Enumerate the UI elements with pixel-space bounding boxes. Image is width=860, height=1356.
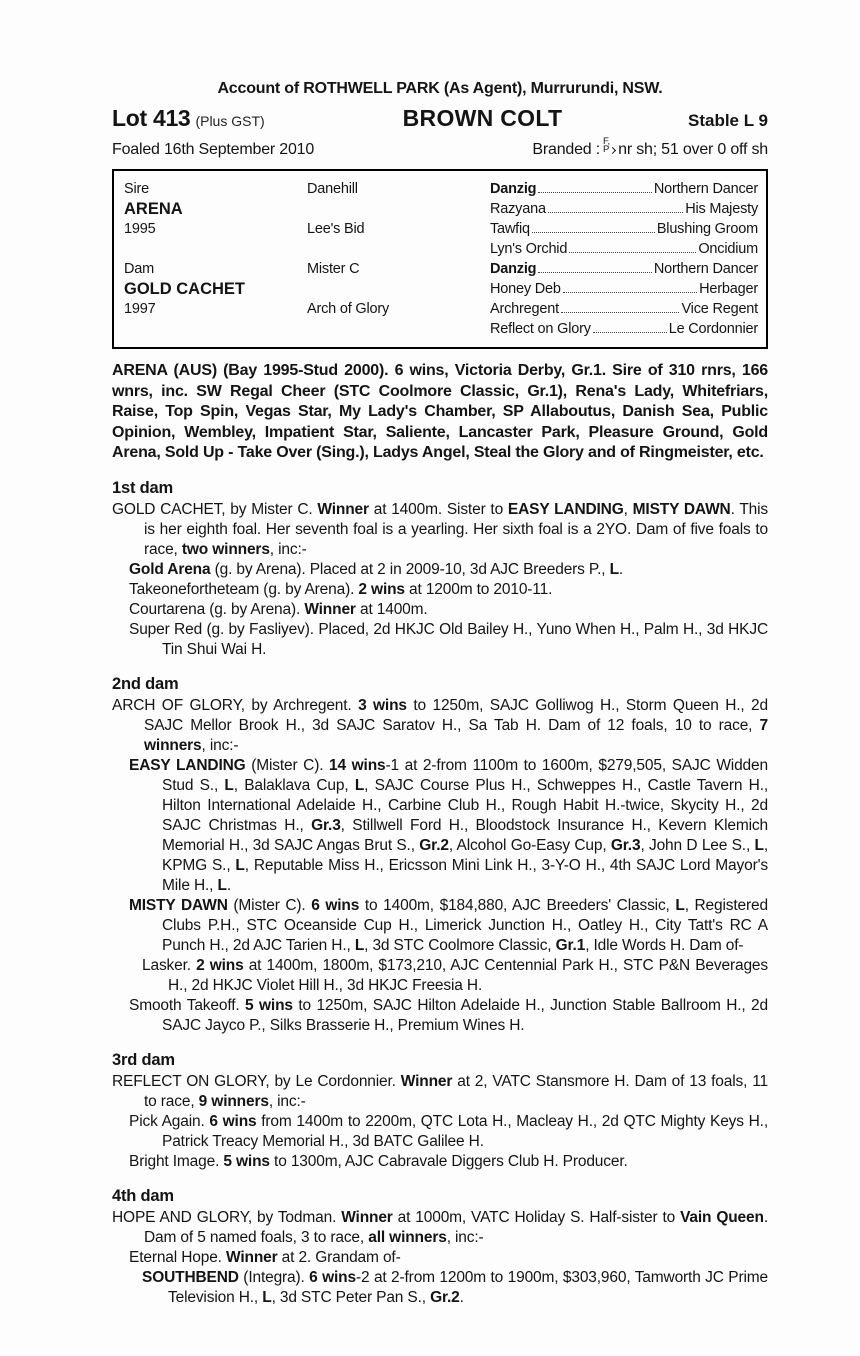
sire-dam: Lee's Bid [307,221,365,237]
horse-title: BROWN COLT [402,105,563,131]
progeny-entry: Eternal Hope. Winner at 2. Grandam of- [129,1248,401,1266]
account-line: Account of ROTHWELL PARK (As Agent), Murrurundi, NSW. [217,80,663,97]
brand-top-letter: F, [602,136,610,147]
section-heading-3rd-dam: 3rd dam [112,1050,175,1069]
lot-gst-note: (Plus GST) [195,113,265,129]
sire-role-label: Sire [124,181,149,197]
section-heading-1st-dam: 1st dam [112,478,173,497]
brand-icon [603,138,615,154]
progeny-entry: Super Red (g. by Fasliyev). Placed, 2d HKJC Old Bailey H., Yuno When H., Palm H., 3d HKJC Tin Shui Wai H. [129,620,768,658]
dam-description: ARCH OF GLORY, by Archregent. 3 wins to 1250m, SAJC Golliwog H., Storm Queen H., 2d SAJC Mellor Brook H., 3d SAJC Saratov H., Sa Tab H. Dam of 12 foals, 10 to race, 7 winners, inc:- [112,696,768,754]
ancestor-name: Lyn's Orchid [490,241,568,257]
dot-leader [563,292,697,293]
dot-leader [561,312,680,313]
dot-leader [538,192,651,193]
ancestor-name: Tawfiq [490,221,530,237]
ancestor-row [490,279,758,299]
dot-leader [538,272,651,273]
progeny-entry: Bright Image. 5 wins to 1300m, AJC Cabravale Diggers Club H. Producer. [129,1152,628,1170]
lot-left [112,105,307,132]
brand-flag-icon [609,146,616,153]
ancestor-name: Danzig [490,181,537,197]
ancestor-row [490,219,758,239]
branded-info [532,136,768,159]
dam-year: 1997 [124,301,156,317]
section-heading-4th-dam: 4th dam [112,1186,174,1205]
catalogue-page [112,0,768,1308]
ancestor-name: Honey Deb [490,281,561,297]
dam-description: GOLD CACHET, by Mister C. Winner at 1400m. Sister to EASY LANDING, MISTY DAWN. This is her eighth foal. Her seventh foal is a yearling. Her sixth foal is a 2YO. Dam of five foals to race, two winners, inc:- [112,500,768,558]
progeny-sub-entry: Lasker. 2 wins at 1400m, 1800m, $173,210, AJC Centennial Park H., STC P&N Beverages H., 2d HKJC Violet Hill H., 3d HKJC Freesia H. [142,956,768,994]
progeny-entry: EASY LANDING (Mister C). 14 wins-1 at 2-from 1100m to 1600m, $279,505, SAJC Widden Stud S., L, Balaklava Cup, L, SAJC Course Plus H., Schweppes H., Castle Tavern H., Hilton International Adelaide H., Carbine Club H., Rough Habit H.-twice, Skycity H., 2d SAJC Christmas H., Gr.3, Stillwell Ford H., Bloodstock Insurance H., Kevern Klemich Memorial H., 3d SAJC Angas Brut S., Gr.2, Alcohol Go-Easy Cup, Gr.3, John D Lee S., L, KPMG S., L, Reputable Miss H., Ericsson Mini Link H., 3-Y-O H., 4th SAJC Lord Mayor's Mile H., L. [129,756,769,894]
dot-leader [548,212,683,213]
brand-bottom-letter: P [603,146,615,154]
dot-leader [569,252,696,253]
foaled-branded-row [112,136,768,159]
dam-dam: Arch of Glory [307,301,390,317]
ancestor-parent: Vice Regent [681,301,758,317]
progeny-entry: Smooth Takeoff. 5 wins to 1250m, SAJC Hilton Adelaide H., Junction Stable Ballroom H., 2d SAJC Jayco P., Silks Brasserie H., Premium Wines H. [129,996,768,1034]
dam-description: HOPE AND GLORY, by Todman. Winner at 1000m, VATC Holiday S. Half-sister to Vain Queen. Dam of 5 named foals, 3 to race, all winners, inc:- [112,1208,768,1246]
ancestor-parent: His Majesty [685,201,758,217]
sire-year: 1995 [124,221,156,237]
ancestor-name: Archregent [490,301,559,317]
ancestor-row [490,179,758,199]
ancestor-row [490,259,758,279]
pedigree-table [112,169,768,349]
ancestor-parent: Northern Dancer [653,261,758,277]
ancestor-row [490,299,758,319]
ancestor-name: Danzig [490,261,537,277]
ancestor-parent: Oncidium [698,241,758,257]
branded-desc: nr sh; 51 over 0 off sh [618,141,768,158]
foaled-date: Foaled 16th September 2010 [112,141,315,158]
stable-number: Stable L 9 [688,111,768,130]
section-heading-2nd-dam: 2nd dam [112,674,179,693]
ancestor-name: Reflect on Glory [490,321,591,337]
dam-description: REFLECT ON GLORY, by Le Cordonnier. Winner at 2, VATC Stansmore H. Dam of 13 foals, 11 to race, 9 winners, inc:- [112,1072,768,1110]
lot-number: Lot 413 [112,105,191,131]
progeny-sub-entry: SOUTHBEND (Integra). 6 wins-2 at 2-from 1200m to 1900m, $303,960, Tamworth JC Prime Television H., L, 3d STC Peter Pan S., Gr.2. [142,1268,769,1306]
ancestor-parent: Herbager [699,281,758,297]
sire-name: ARENA [124,200,183,218]
dam-name: GOLD CACHET [124,280,245,298]
ancestor-row [490,319,758,339]
progeny-entry: Pick Again. 6 wins from 1400m to 2200m, QTC Lota H., Macleay H., 2d QTC Mighty Keys H., Patrick Treacy Memorial H., 3d BATC Galilee H. [129,1112,768,1150]
dot-leader [593,332,667,333]
dam-sire: Mister C [307,261,360,277]
ancestor-row [490,199,758,219]
dot-leader [532,232,655,233]
progeny-entry: Gold Arena (g. by Arena). Placed at 2 in 2009-10, 3d AJC Breeders P., L. [129,560,624,578]
branded-label: Branded : [532,141,600,158]
progeny-entry: Courtarena (g. by Arena). Winner at 1400m. [129,600,428,618]
ancestor-parent: Blushing Groom [656,221,758,237]
progeny-entry: MISTY DAWN (Mister C). 6 wins to 1400m, $184,880, AJC Breeders' Classic, L, Registered Clubs P.H., STC Oceanside Cup H., Limerick Junction H., Oatley H., City Tatt's RC A Punch H., 2d AJC Tarien H., L, 3d STC Coolmore Classic, Gr.1, Idle Words H. Dam of- [129,896,768,954]
lot-header [112,105,768,132]
sire-sire: Danehill [307,181,358,197]
ancestor-parent: Northern Dancer [653,181,758,197]
dam-role-label: Dam [124,261,155,277]
ancestor-row [490,239,758,259]
progeny-entry: Takeonefortheteam (g. by Arena). 2 wins at 1200m to 2010-11. [129,580,553,598]
ancestor-name: Razyana [490,201,546,217]
sire-blurb: ARENA (AUS) (Bay 1995-Stud 2000). 6 wins, Victoria Derby, Gr.1. Sire of 310 rnrs, 166 wnrs, inc. SW Regal Cheer (STC Coolmore Classic, Gr.1), Rena's Lady, Whitefriars, Raise, Top Spin, Vegas Star, My Lady's Chamber, SP Allaboutus, Danish Sea, Public Opinion, Wembley, Impatient Star, Saliente, Lancaster Park, Pleasure Ground, Gold Arena, Sold Up - Take Over (Sing.), Ladys Angel, Steal the Glory and of Ringmeister, etc. [112,362,768,461]
ancestor-parent: Le Cordonnier [668,321,758,337]
